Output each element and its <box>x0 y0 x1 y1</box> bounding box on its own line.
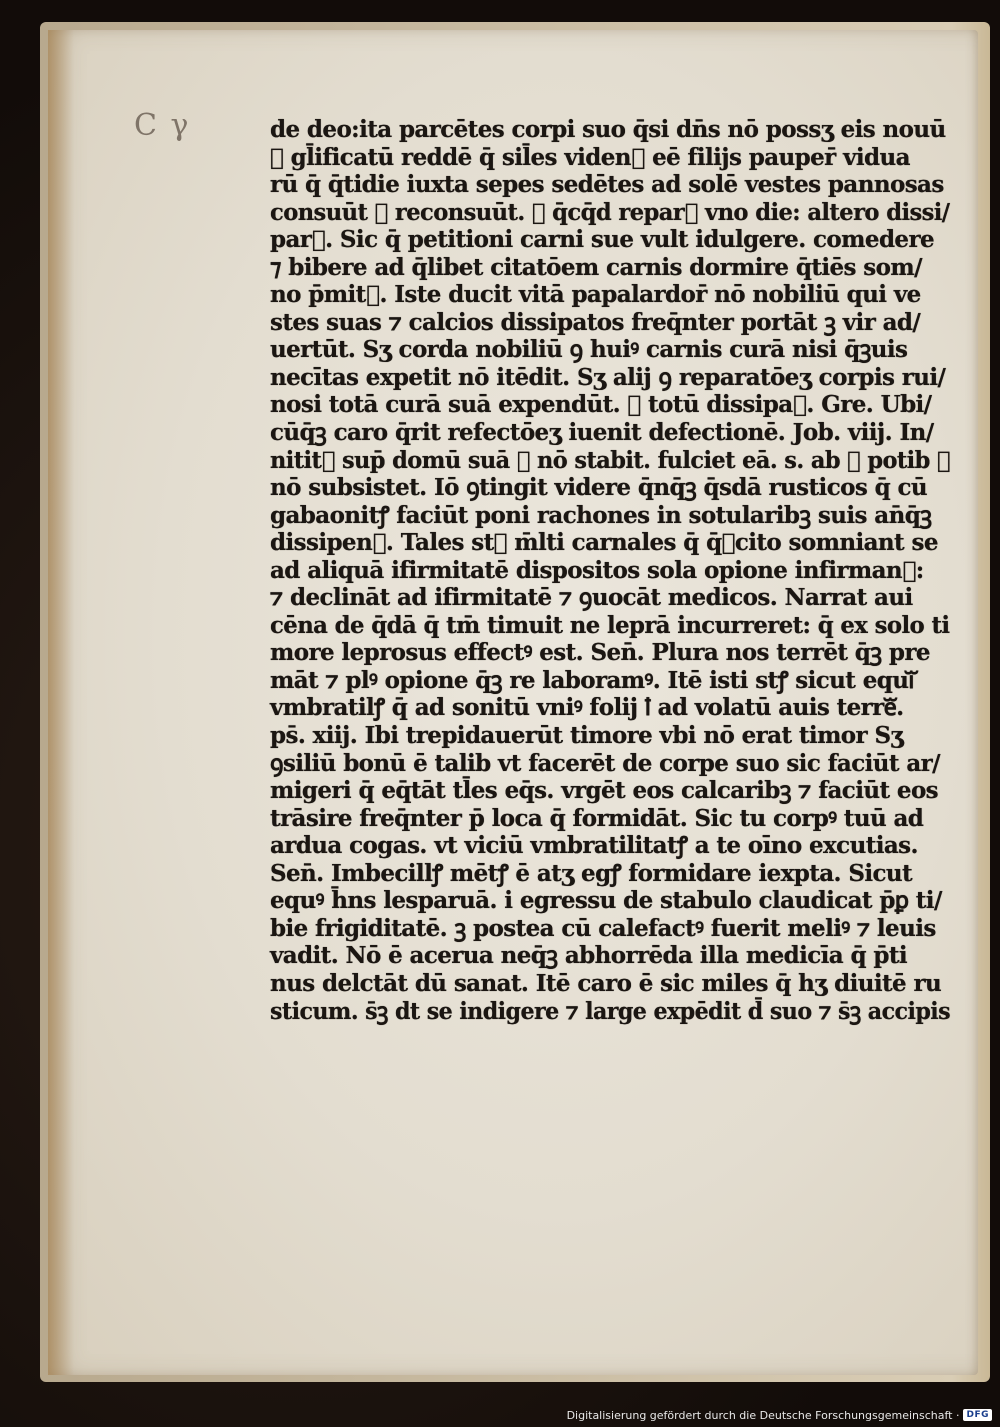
text-line: equꝰ h̄ns lesparuā. i egressu de stabulo claudicat p̄ꝑ ti/ <box>270 887 942 915</box>
text-line: cūq̄ꝫ caro q̄rit refectōeʒ iuenit defectionē. Job. viij. In/ <box>270 419 934 447</box>
text-line: ardua cogas. vt viciū vmbratilitatꝭ a te oīno excutias. <box>270 832 918 860</box>
text-line: trāsire freq̄nter p̄ loca q̄ formidāt. Sic tu corpꝰ tuū ad <box>270 804 924 832</box>
text-line: vadit. Nō ē acerua neq̄ꝫ abhorrēda illa medicīa q̄ p̄ti <box>270 942 908 970</box>
text-line: migeri q̄ eq̄tāt tl̄es eq̄s. vrgēt eos calcaribꝫ ⁊ faciūt eos <box>270 777 939 805</box>
text-line: nus delctāt dū sanat. Itē caro ē sic miles q̄ hʒ diuitē ru <box>270 969 942 997</box>
text-line: nosi totā curā suā expendūt. ⁊ totū dissipaᷓ. Gre. Ubi/ <box>270 391 932 419</box>
text-line: de deo:ita parcētes corpi suo q̄si dn̄s nō possʒ eis nouū <box>270 116 946 143</box>
text-line: gabaonitꝭ faciūt poni rachones in sotularibꝫ suis an̄q̄ꝫ <box>270 501 932 529</box>
footer-credit <box>567 1405 992 1425</box>
text-line: Sen̄. Imbecillꝭ mētꝭ ē atʒ egꝭ formidare iexpta. Sicut <box>270 859 913 887</box>
text-line: ꝯsiliū bonū ē talib vt facerēt de corpe suo sic faciūt ar/ <box>270 749 940 777</box>
text-line: bie frigiditatē. ꝫ postea cū calefactꝰ fuerit meliꝰ ⁊ leuis <box>270 914 936 942</box>
text-line: sticum. s̄ꝫ dt se indigere ⁊ large expēdit d̄ suo ⁊ s̄ꝫ accipis <box>270 997 951 1025</box>
text-line: māt ⁊ plꝰ opione q̄ꝫ re laboramꝰ. Itē isti stꝭ sicut equiᷓ <box>270 666 914 694</box>
text-block <box>270 116 950 1025</box>
text-line: nititᷓ sup̄ domū suā ⁊ nō stabit. fulciet eā. s. ab ⁊ potib ⁊ <box>270 446 950 474</box>
text-line: stes suas ⁊ calcios dissipatos freq̄nter portāt ꝫ vir ad/ <box>270 308 921 336</box>
text-line: nō subsistet. Iō ꝯtingit videre q̄nq̄ꝫ q̄sdā rusticos q̄ cū <box>270 474 928 502</box>
text-line: no p̄mitᷓ. Iste ducit vitā papalardor̄ nō nobiliū qui ve <box>270 281 921 309</box>
text-line: ps̄. xiij. Ibi trepidauerūt timore vbi nō erat timor Sʒ <box>270 722 903 750</box>
text-line: uertūt. Sʒ corda nobiliū ꝯ huiꝰ carnis curā nisi q̄ꝫuis <box>270 336 908 364</box>
text-line: rū q̄ q̄tidie iuxta sepes sedētes ad solē vestes pannosas <box>270 171 944 199</box>
text-line: ⁊ declināt ad ifirmitatē ⁊ ꝯuocāt medicos. Narrat aui <box>270 584 913 612</box>
text-line: necītas expetit nō itēdit. Sʒ alij ꝯ reparatōeʒ corpis rui/ <box>270 363 946 391</box>
text-line: ⁊ gl̄ificatū reddē q̄ sil̄es videnᷓ eē filijs pauper̄ vidua <box>270 143 910 171</box>
text-line: ad aliquā ifirmitatē dispositos sola opione infirmanᷓ: <box>270 556 924 584</box>
text-line: vmbratilꝭ q̄ ad sonitū vniꝰ folij ꝉ ad volatū auis terreᷓ. <box>270 694 904 722</box>
text-line: dissipenᷓ. Tales stꝭ m̄lti carnales q̄ q̄ꝫcito somniant se <box>270 529 938 557</box>
folio-marking: C γ <box>134 108 191 143</box>
dfg-logo: DFG <box>963 1409 992 1421</box>
text-line: ⁊ bibere ad q̄libet citatōem carnis dormire q̄tiēs som/ <box>270 253 922 281</box>
text-line: more leprosus effectꝰ est. Sen̄. Plura nos terrēt q̄ꝫ pre <box>270 639 930 667</box>
text-line: parᷓ. Sic q̄ petitioni carni sue vult idulgere. comedere <box>270 226 935 254</box>
text-line: consuūt ⁊ reconsuūt. ⁊ q̄cq̄d reparᷓ vno die: altero dissi/ <box>270 198 950 226</box>
footer-text: Digitalisierung gefördert durch die Deutsche Forschungsgemeinschaft · <box>566 1408 960 1422</box>
gutter-shadow <box>48 30 74 1375</box>
text-line: cēna de q̄dā q̄ tm̄ timuit ne leprā incurreret: q̄ ex solo ti <box>270 611 950 639</box>
